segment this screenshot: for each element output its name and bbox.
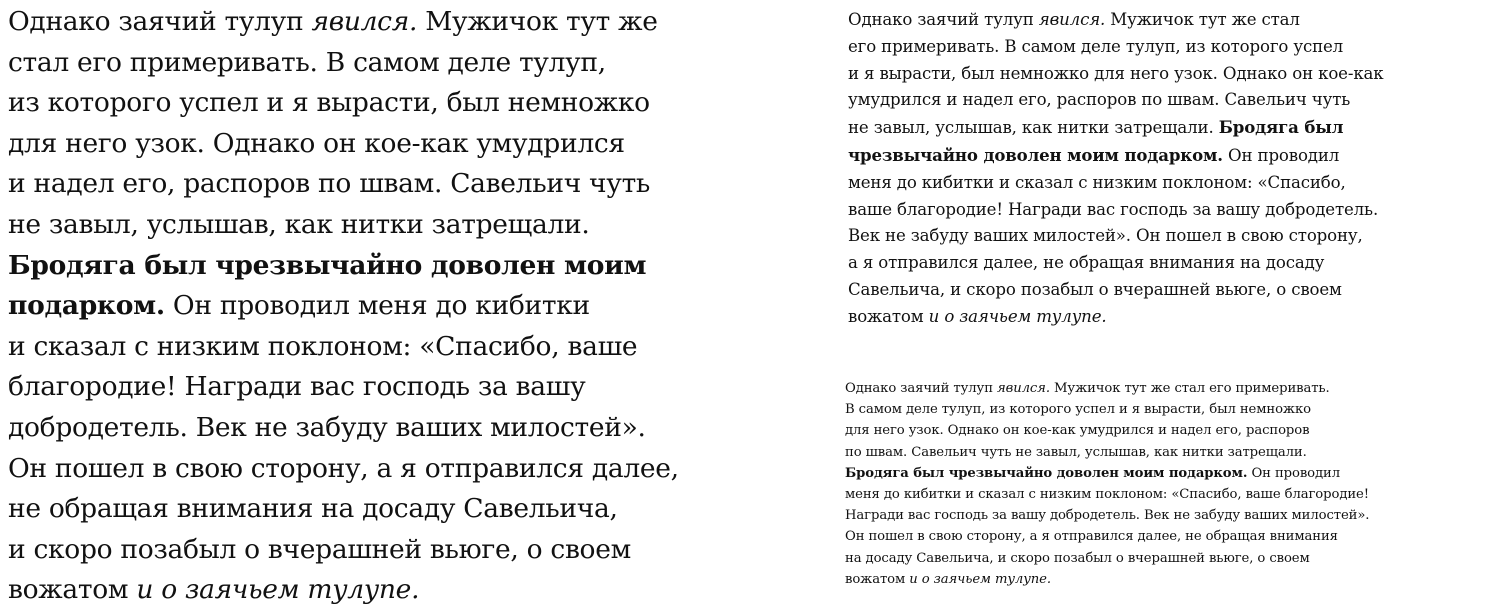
text-run: благородие! Награди вас господь за вашу: [8, 371, 586, 403]
text-line: [845, 420, 1369, 441]
text-run: а я отправился далее, не обращая внимания на досаду: [848, 253, 1325, 273]
text-line: [8, 327, 679, 368]
text-line: [848, 61, 1384, 88]
text-run: Он проводил: [1222, 145, 1340, 165]
text-run: не обращая внимания на досаду Савельича,: [8, 493, 618, 525]
text-run: добродетель. Век не забуду ваших милостей».: [8, 411, 646, 443]
text-line: [8, 570, 679, 611]
text-line: [8, 286, 679, 327]
text-line: [848, 223, 1384, 250]
text-run: вожатом: [848, 306, 929, 326]
text-line: [8, 164, 679, 205]
italic-text: явился.: [1038, 10, 1106, 29]
italic-text: явился.: [311, 6, 418, 37]
text-line: [845, 505, 1369, 526]
specimen-small: [845, 378, 1369, 590]
italic-text: и о заячьем тулупе.: [136, 574, 420, 606]
text-run: стал его примеривать. В самом деле тулуп,: [8, 46, 606, 78]
text-run: Однако заячий тулуп: [848, 10, 1039, 29]
bold-text: чрезвычайно доволен моим подарком.: [848, 144, 1223, 165]
italic-text: явился.: [997, 381, 1050, 396]
text-line: [848, 250, 1384, 277]
text-run: Век не забуду ваших милостей». Он пошел в свою сторону,: [848, 226, 1363, 246]
text-line: [8, 530, 679, 571]
text-run: Мужичок тут же: [417, 6, 658, 37]
text-run: меня до кибитки и сказал с низким поклоном: «Спасибо, ваше благородие!: [845, 487, 1369, 503]
text-line: [845, 526, 1369, 547]
text-line: [845, 548, 1369, 569]
text-line: [848, 142, 1384, 170]
text-line: [845, 399, 1369, 420]
text-run: Он проводил: [1247, 465, 1340, 481]
text-line: [845, 463, 1369, 484]
text-run: не завыл, услышав, как нитки затрещали.: [848, 118, 1219, 138]
specimen-large: [8, 2, 679, 611]
text-line: [8, 489, 679, 530]
text-run: и сказал с низким поклоном: «Спасибо, ваше: [8, 330, 638, 362]
text-line: [8, 43, 679, 84]
italic-text: и о заячьем тулупе.: [928, 306, 1107, 326]
text-run: для него узок. Однако он кое-как умудрился: [8, 127, 625, 159]
text-line: [845, 378, 1369, 399]
text-line: [848, 304, 1384, 331]
text-line: [848, 277, 1384, 304]
text-run: Мужичок тут же стал его примеривать.: [1049, 381, 1330, 396]
text-line: [8, 124, 679, 165]
bold-text: Бродяга был чрезвычайно доволен моим подарком.: [845, 465, 1248, 481]
bold-text: Бродяга был: [1218, 117, 1344, 138]
text-line: [8, 367, 679, 408]
text-line: [8, 408, 679, 449]
text-run: и скоро позабыл о вчерашней вьюге, о своем: [8, 533, 631, 565]
text-run: Он пошел в свою сторону, а я отправился далее,: [8, 452, 679, 484]
text-run: и я вырасти, был немножко для него узок. Однако он кое-как: [848, 63, 1384, 83]
text-run: В самом деле тулуп, из которого успел и я вырасти, был немножко: [845, 402, 1311, 418]
text-run: из которого успел и я вырасти, был немножко: [8, 87, 650, 119]
text-line: [848, 114, 1384, 142]
text-run: вожатом: [8, 574, 137, 606]
text-line: [848, 197, 1384, 224]
text-run: ваше благородие! Награди вас господь за вашу добродетель.: [848, 199, 1379, 219]
text-run: не завыл, услышав, как нитки затрещали.: [8, 208, 590, 240]
text-run: на досаду Савельича, и скоро позабыл о вчерашней вьюге, о своем: [845, 550, 1310, 566]
text-run: по швам. Савельич чуть не завыл, услышав, как нитки затрещали.: [845, 444, 1307, 460]
bold-text: Бродяга был чрезвычайно доволен моим: [8, 249, 647, 281]
text-run: меня до кибитки и сказал с низким поклоном: «Спасибо,: [848, 172, 1346, 192]
text-line: [848, 7, 1384, 34]
text-line: [848, 34, 1384, 61]
text-run: Однако заячий тулуп: [8, 6, 312, 37]
text-run: для него узок. Однако он кое-как умудрился и надел его, распоров: [845, 423, 1310, 439]
text-run: Награди вас господь за вашу добродетель. Век не забуду ваших милостей».: [845, 508, 1370, 524]
text-run: Однако заячий тулуп: [845, 381, 997, 396]
specimen-medium: [848, 7, 1384, 331]
text-line: [845, 484, 1369, 505]
text-run: вожатом: [845, 571, 910, 587]
text-line: [845, 569, 1369, 590]
text-line: [8, 83, 679, 124]
text-line: [8, 205, 679, 246]
text-run: Мужичок тут же стал: [1105, 10, 1300, 29]
text-run: и надел его, распоров по швам. Савельич чуть: [8, 168, 651, 200]
text-line: [845, 442, 1369, 463]
text-line: [848, 170, 1384, 197]
text-run: Он пошел в свою сторону, а я отправился далее, не обращая внимания: [845, 529, 1338, 545]
text-line: [848, 87, 1384, 114]
bold-text: подарком.: [8, 290, 165, 322]
text-run: его примеривать. В самом деле тулуп, из которого успел: [848, 36, 1344, 56]
italic-text: и о заячьем тулупе.: [909, 571, 1051, 587]
text-line: [8, 246, 679, 287]
text-run: Он проводил меня до кибитки: [164, 290, 590, 322]
text-line: [8, 2, 679, 43]
text-run: Савельича, и скоро позабыл о вчерашней вьюге, о своем: [848, 279, 1342, 299]
text-line: [8, 449, 679, 490]
text-run: умудрился и надел его, распоров по швам. Савельич чуть: [848, 90, 1351, 110]
